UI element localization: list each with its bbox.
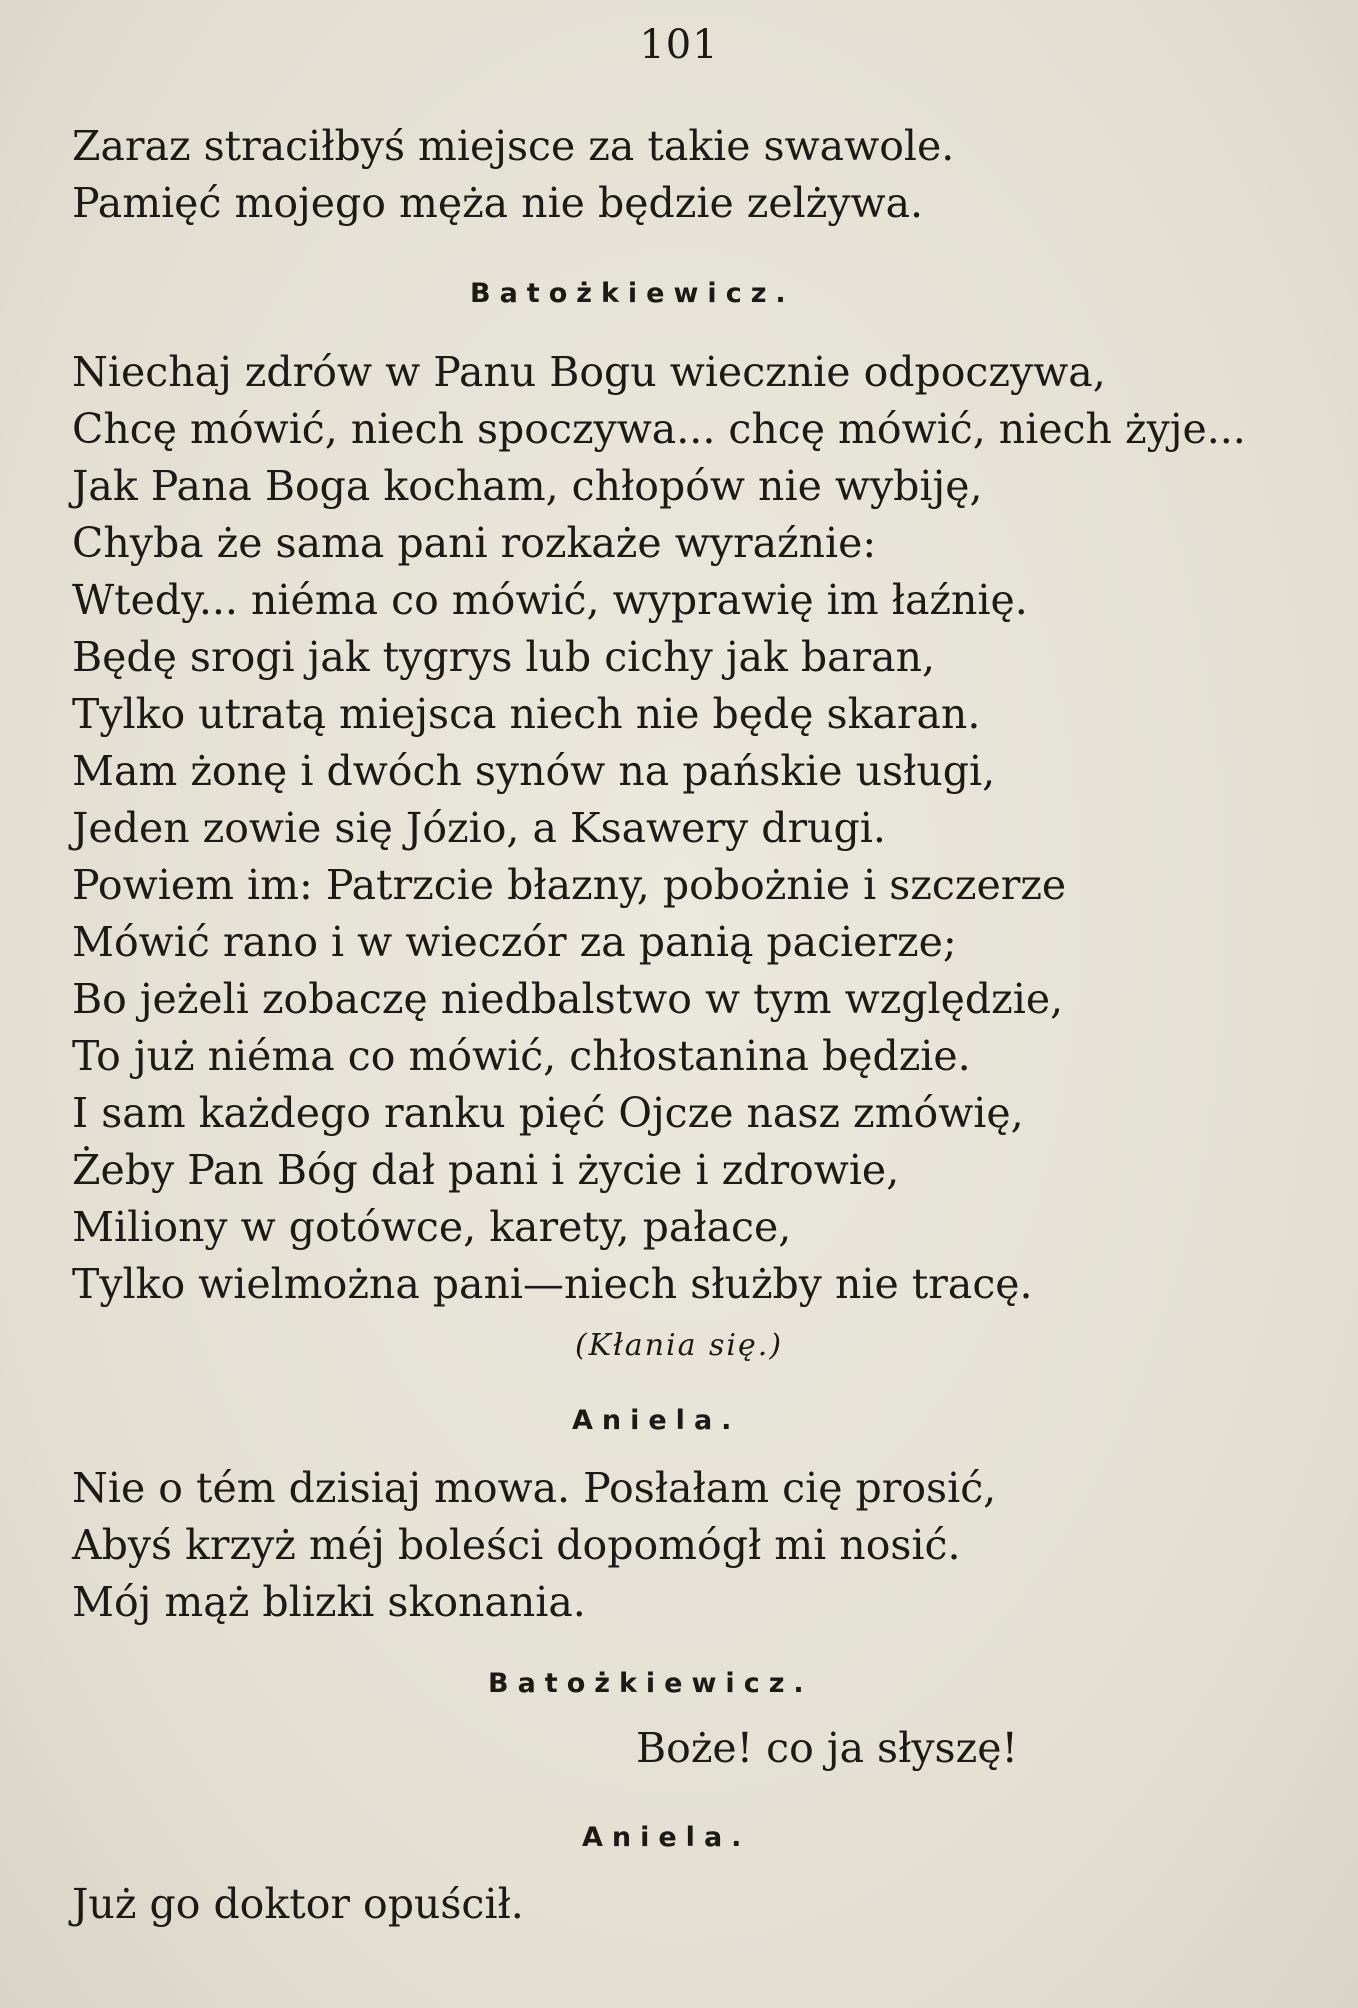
speaker-name: Aniela. [582, 1822, 751, 1853]
verse-block-2 [72, 344, 1246, 1313]
verse-line: Miliony w gotówce, karety, pałace, [72, 1203, 792, 1251]
verse-line: I sam każdego ranku pięć Ojcze nasz zmówię, [72, 1089, 1024, 1137]
verse-line: Jeden zowie się Józio, a Ksawery drugi. [72, 804, 886, 852]
speaker-name: Batożkiewicz. [488, 1668, 813, 1699]
verse-line: Tylko wielmożna pani—niech służby nie tracę. [72, 1260, 1033, 1308]
verse-line: Chyba że sama pani rozkaże wyraźnie: [72, 519, 877, 567]
verse-line: To już niéma co mówić, chłostanina będzie. [72, 1032, 971, 1080]
verse-line: Pamięć mojego męża nie będzie zelżywa. [72, 179, 924, 227]
page-number: 101 [639, 22, 719, 68]
speaker-name: Batożkiewicz. [470, 278, 795, 309]
verse-block-1 [72, 118, 954, 232]
verse-line: Mam żonę i dwóch synów na pańskie usługi, [72, 747, 996, 795]
verse-line-final: Już go doktor opuścił. [72, 1880, 524, 1928]
verse-line: Abyś krzyż méj boleści dopomógł mi nosić. [72, 1521, 961, 1569]
verse-line-batozkiewicz: Boże! co ja słyszę! [636, 1724, 1018, 1772]
speaker-name: Aniela. [572, 1405, 741, 1436]
verse-line: Mówić rano i w wieczór za panią pacierze; [72, 918, 957, 966]
verse-line: Żeby Pan Bóg dał pani i życie i zdrowie, [72, 1146, 900, 1194]
stage-direction: (Kłania się.) [574, 1328, 784, 1363]
verse-line: Bo jeżeli zobaczę niedbalstwo w tym względzie, [72, 975, 1064, 1023]
verse-line: Chcę mówić, niech spoczywa... chcę mówić, niech żyje... [72, 405, 1246, 453]
verse-line: Tylko utratą miejsca niech nie będę skaran. [72, 690, 981, 738]
verse-line: Będę srogi jak tygrys lub cichy jak baran, [72, 633, 936, 681]
verse-line: Mój mąż blizki skonania. [72, 1578, 586, 1626]
verse-line: Zaraz straciłbyś miejsce za takie swawole. [72, 122, 955, 170]
verse-block-3 [72, 1460, 996, 1631]
verse-line: Jak Pana Boga kocham, chłopów nie wybiję, [72, 462, 983, 510]
verse-line: Niechaj zdrów w Panu Bogu wiecznie odpoczywa, [72, 348, 1106, 396]
verse-line: Nie o tém dzisiaj mowa. Posłałam cię prosić, [72, 1464, 997, 1512]
verse-line: Wtedy... niéma co mówić, wyprawię im łaźnię. [72, 576, 1028, 624]
verse-line: Powiem im: Patrzcie błazny, pobożnie i szczerze [72, 861, 1067, 909]
